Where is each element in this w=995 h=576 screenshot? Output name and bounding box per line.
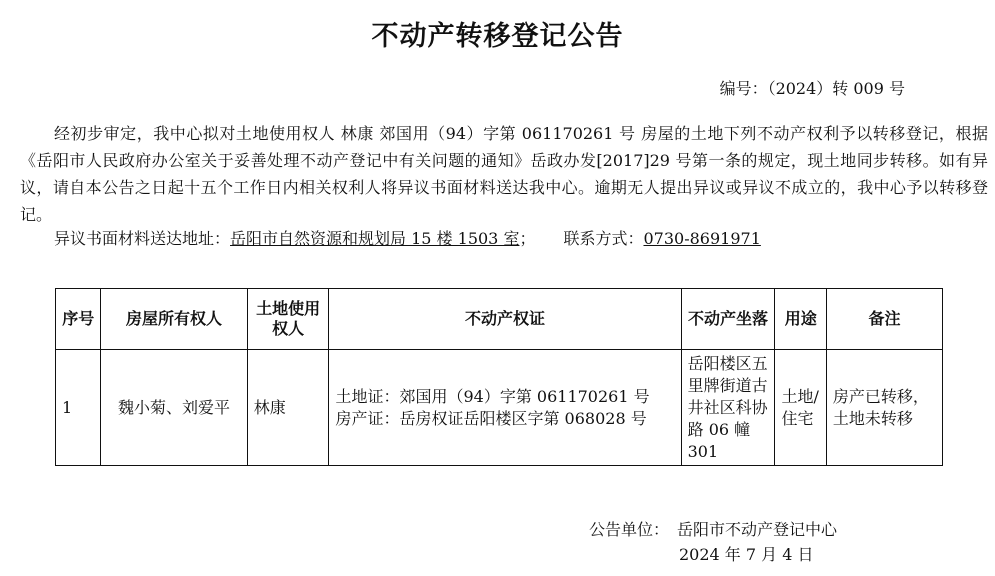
notice-paragraph: 经初步审定，我中心拟对土地使用权人 林康 郊国用（94）字第 061170261 号 房屋的土地下列不动产权利予以转移登记，根据《岳阳市人民政府办公室关于妥善处理不动产登记中有关问题的通知》岳政办发[2017]29 号第一条的规定，现土地同步转移。如有异议，请自本公告之日起十五个工作日内相关权利人将异议书面材料送达我中心。逾期无人提出异议或异议不成立的，我中心予以转移登记。	[20, 124, 988, 224]
header-location: 不动产坐落	[681, 289, 775, 350]
address-value: 岳阳市自然资源和规划局 15 楼 1503 室	[230, 229, 520, 248]
cell-location: 岳阳楼区五里牌街道古井社区科协路 06 幢 301	[681, 350, 775, 466]
address-line	[54, 227, 761, 251]
issue-date: 2024 年 7 月 4 日	[679, 545, 814, 564]
header-house-owner: 房屋所有权人	[101, 289, 247, 350]
header-usage: 用途	[775, 289, 826, 350]
registration-table	[55, 288, 943, 466]
address-label: 异议书面材料送达地址：	[54, 229, 231, 248]
address-separator: ；	[519, 229, 536, 248]
land-certificate: 土地证：郊国用（94）字第 061170261 号	[335, 386, 650, 406]
page-title: 不动产转移登记公告	[371, 21, 624, 52]
document-number: 编号：（2024）转 009 号	[719, 79, 905, 98]
cell-house-owner: 魏小菊、刘爱平	[101, 350, 247, 466]
cell-usage: 土地/住宅	[775, 350, 826, 466]
cell-certificate	[329, 350, 681, 466]
contact-label: 联系方式：	[563, 229, 644, 248]
issuing-unit: 公告单位： 岳阳市不动产登记中心	[589, 520, 838, 539]
header-land-user: 土地使用权人	[247, 289, 329, 350]
header-number: 序号	[56, 289, 101, 350]
header-certificate: 不动产权证	[329, 289, 681, 350]
contact-phone: 0730-8691971	[643, 229, 761, 248]
table-row	[56, 350, 943, 466]
header-remarks: 备注	[826, 289, 942, 350]
cell-remarks: 房产已转移，土地未转移	[826, 350, 942, 466]
cell-number: 1	[56, 350, 101, 466]
cell-land-user: 林康	[247, 350, 329, 466]
house-certificate: 房产证：岳房权证岳阳楼区字第 068028 号	[335, 408, 647, 428]
table-header-row	[56, 289, 943, 350]
